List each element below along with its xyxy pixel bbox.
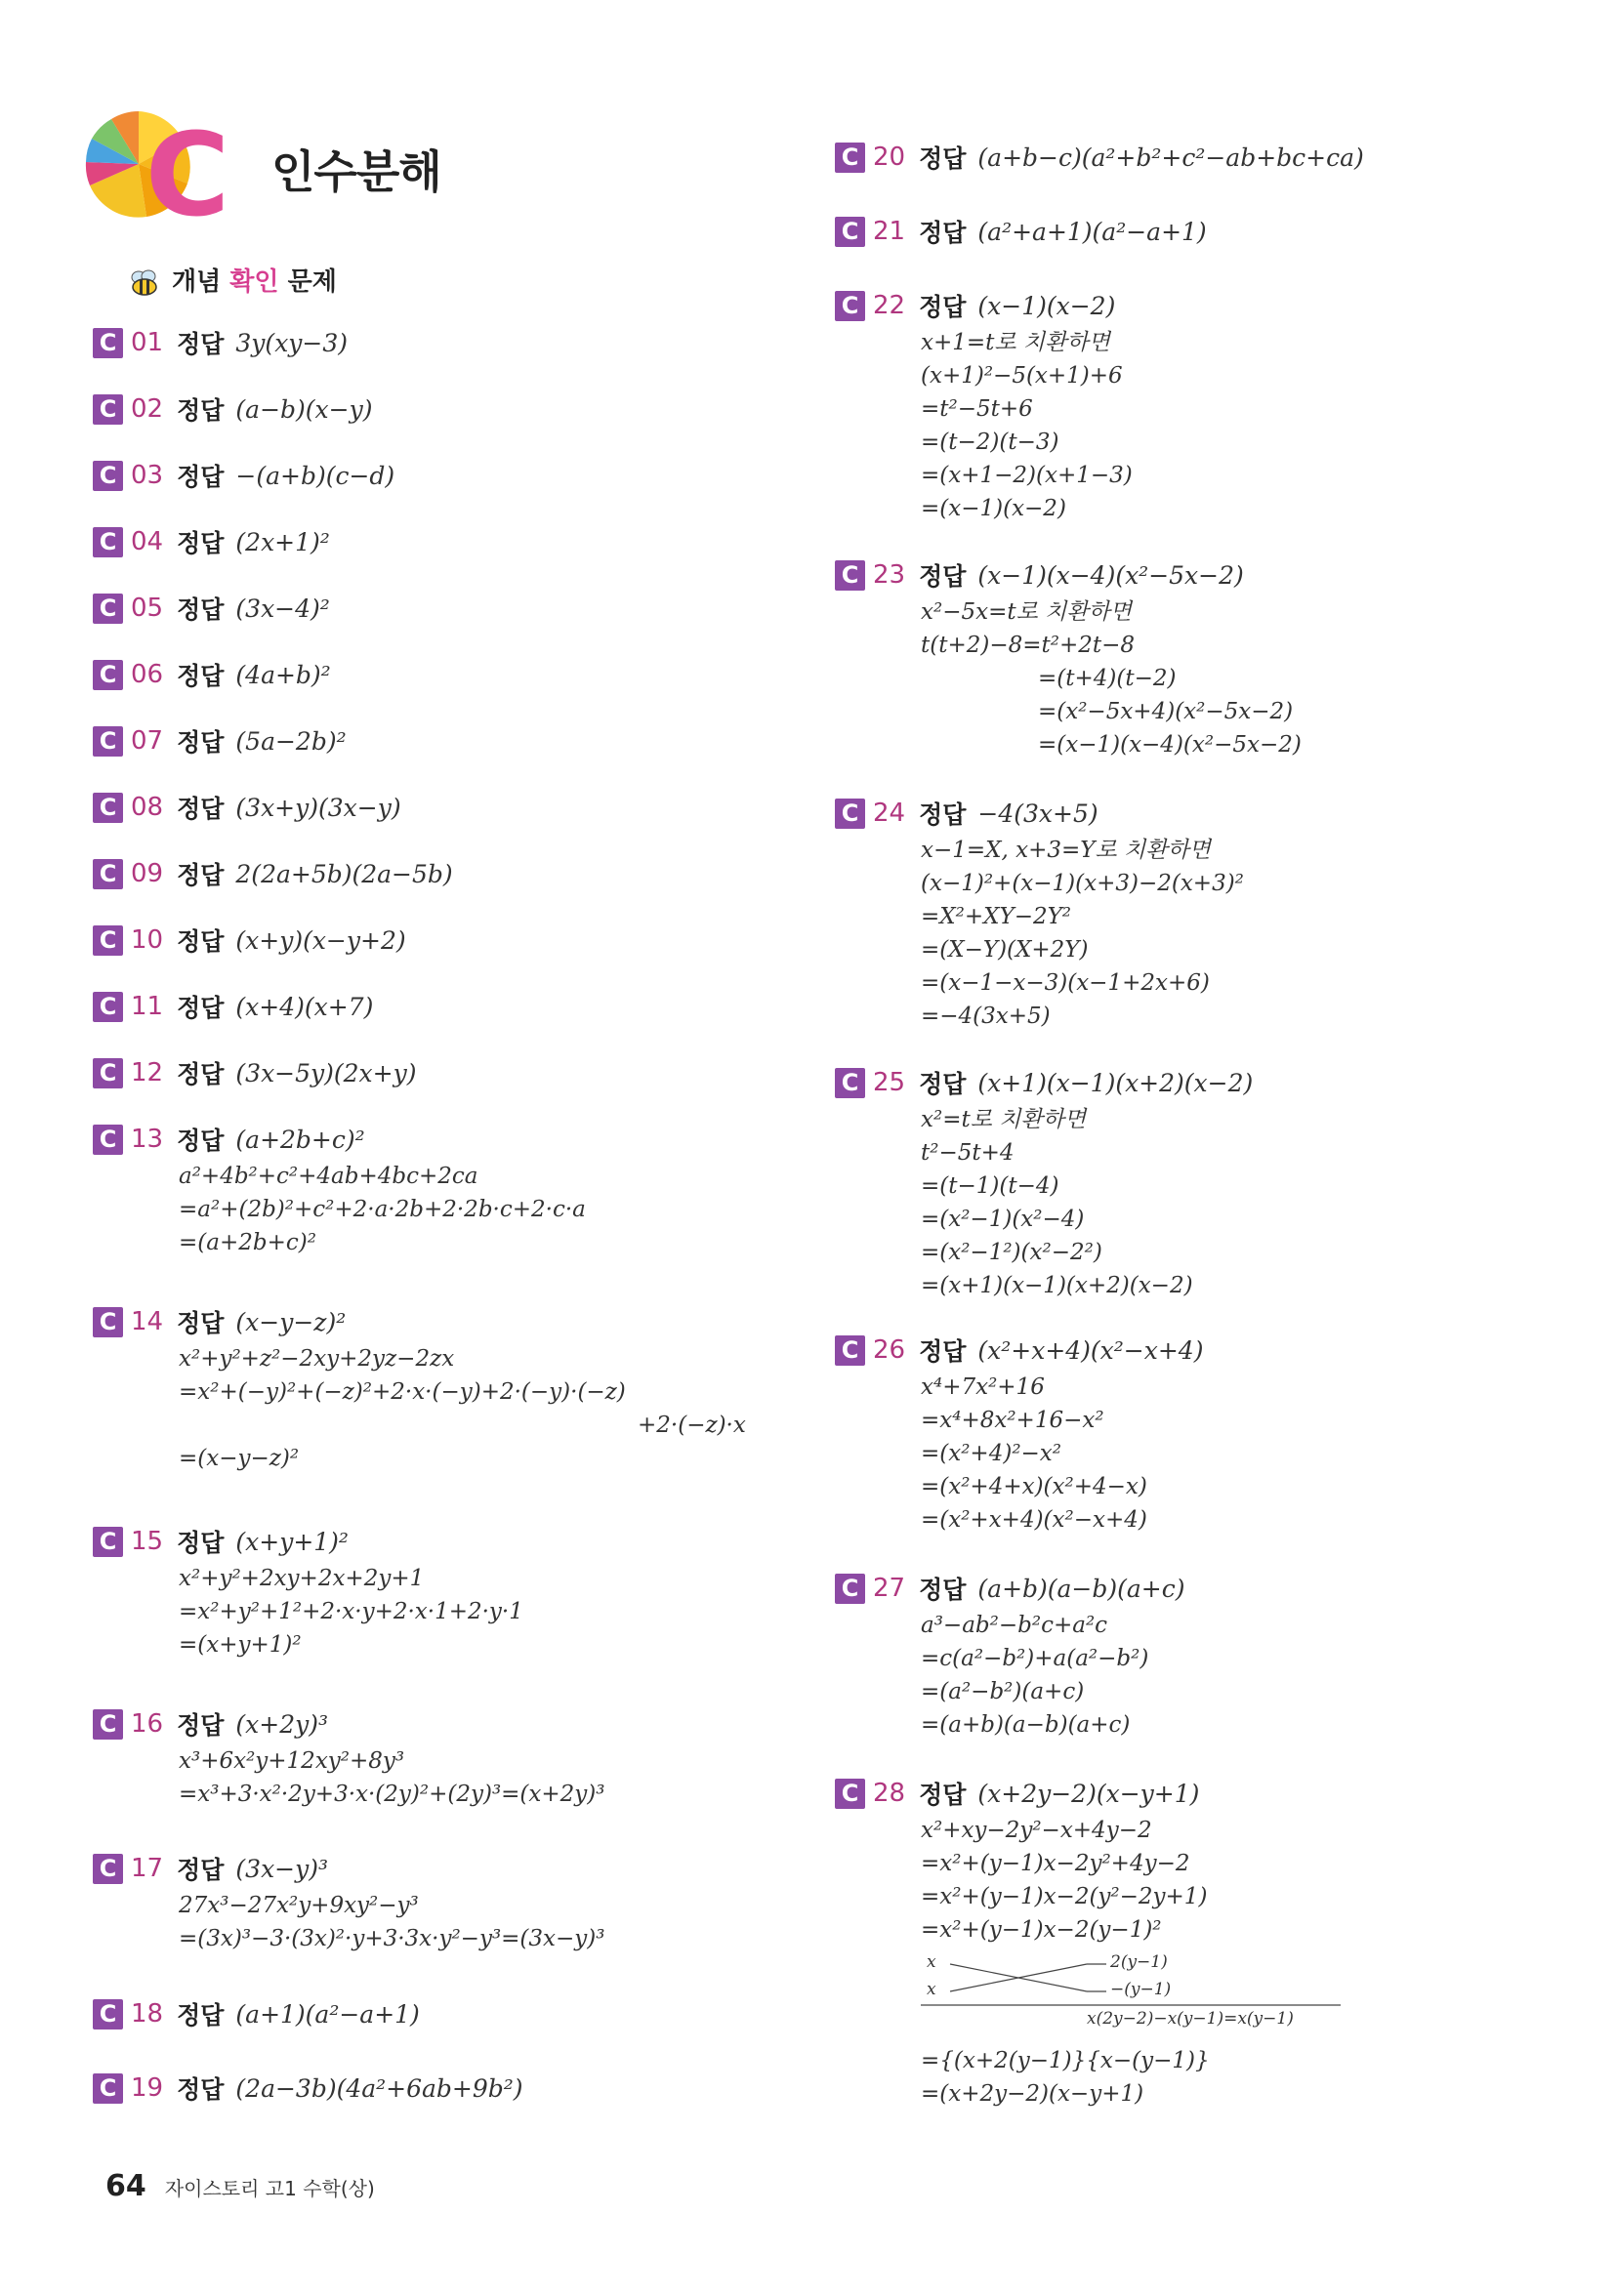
answer-text: (x−1)(x−4)(x²−5x−2) [977, 560, 1244, 590]
solution-line: =X²+XY−2Y² [921, 904, 1072, 929]
problem-badge: C [835, 1335, 865, 1366]
answer-item-07 [93, 720, 347, 761]
answer-item-09 [93, 853, 453, 894]
problem-number: 21 [873, 217, 906, 246]
answer-label: 정답 [919, 144, 967, 173]
solution-steps [835, 1609, 1185, 1742]
problem-badge: C [835, 1068, 865, 1098]
solution-line: t²−5t+4 [921, 1140, 1015, 1166]
answer-item-01 [93, 322, 348, 363]
answer-text: (a−b)(x−y) [235, 394, 373, 424]
problem-number: 14 [131, 1307, 164, 1336]
solution-line: =a²+(2b)²+c²+2·a·2b+2·2b·c+2·c·a [179, 1197, 586, 1222]
solution-line: 27x³−27x²y+9xy²−y³ [179, 1893, 419, 1918]
answer-label: 정답 [177, 861, 225, 889]
problem-number: 19 [131, 2073, 164, 2103]
problem-number: 13 [131, 1125, 164, 1154]
cross-right-bottom: −(y−1) [1110, 1980, 1172, 1999]
problem-badge: C [835, 1574, 865, 1604]
solution-steps [93, 1562, 523, 1661]
answer-label: 정답 [919, 219, 967, 247]
problem-number: 22 [873, 291, 906, 320]
solution-steps [93, 1889, 604, 1955]
answer-label: 정답 [177, 728, 225, 757]
answer-label: 정답 [177, 795, 225, 823]
problem-badge: C [93, 1527, 123, 1557]
answer-item-05 [93, 588, 330, 629]
problem-badge: C [93, 461, 123, 491]
solution-line: =c(a²−b²)+a(a²−b²) [921, 1646, 1149, 1671]
answer-text: 2(2a+5b)(2a−5b) [235, 859, 453, 888]
solution-steps [835, 1814, 1350, 2111]
problem-badge: C [93, 1307, 123, 1337]
section-text-highlight: 확인 [229, 267, 279, 297]
answer-label: 정답 [177, 396, 225, 425]
answer-label: 정답 [177, 2075, 225, 2104]
answer-label: 정답 [919, 800, 967, 829]
answer-label: 정답 [177, 662, 225, 690]
problem-badge: C [835, 143, 865, 173]
solution-line: =t²−5t+6 [921, 396, 1033, 422]
chapter-title: 인수분해 [271, 145, 441, 198]
problem-number: 28 [873, 1779, 906, 1808]
answer-item-10 [93, 920, 406, 961]
answer-text: (x+2y−2)(x−y+1) [977, 1779, 1200, 1808]
chapter-logo-icon [78, 105, 249, 223]
cross-left-top: x [927, 1952, 936, 1972]
section-text-post: 문제 [287, 267, 337, 297]
page-number: 64 [105, 2169, 146, 2203]
answer-item-26 [835, 1330, 1203, 1537]
answer-text: (3x−4)² [235, 594, 330, 623]
cross-sum: x(2y−2)−x(y−1)=x(y−1) [1087, 2009, 1294, 2029]
problem-number: 16 [131, 1709, 164, 1739]
answer-item-04 [93, 521, 330, 562]
problem-badge: C [93, 394, 123, 425]
solution-steps [93, 1342, 746, 1475]
solution-line: =(x²+4)²−x² [921, 1441, 1061, 1466]
problem-badge: C [835, 799, 865, 829]
solution-line: =(x²+4+x)(x²+4−x) [921, 1474, 1147, 1499]
solution-line: (x+1)²−5(x+1)+6 [921, 363, 1123, 389]
solution-line: a³−ab²−b²c+a²c [921, 1613, 1108, 1638]
answer-text: −4(3x+5) [977, 799, 1098, 828]
solution-line: =(a+2b+c)² [179, 1230, 316, 1255]
answer-label: 정답 [919, 293, 967, 321]
answer-label: 정답 [177, 1856, 225, 1884]
answer-item-08 [93, 787, 401, 828]
problem-badge: C [93, 1999, 123, 2030]
solution-steps [93, 1160, 586, 1259]
answer-text: (x+y+1)² [235, 1527, 349, 1556]
answer-label: 정답 [177, 330, 225, 358]
solution-line: x−1=X, x+3=Y로 치환하면 [921, 838, 1211, 863]
solution-line: =(x−1−x−3)(x−1+2x+6) [921, 970, 1210, 996]
problem-number: 07 [131, 726, 164, 756]
answer-item-11 [93, 986, 373, 1027]
problem-number: 05 [131, 594, 164, 623]
problem-badge: C [835, 560, 865, 591]
problem-number: 06 [131, 660, 164, 689]
answer-label: 정답 [177, 1127, 225, 1155]
solution-line: =(x−y−z)² [179, 1446, 300, 1471]
answer-text: (5a−2b)² [235, 726, 347, 756]
solution-line: =(x+1)(x−1)(x+2)(x−2) [921, 1273, 1193, 1298]
section-heading [127, 262, 337, 298]
answer-text: (x−1)(x−2) [977, 291, 1116, 320]
answer-text: (a+2b+c)² [235, 1125, 365, 1154]
solution-line: =(x²−5x+4)(x²−5x−2) [1038, 699, 1294, 724]
problem-number: 18 [131, 1999, 164, 2029]
problem-badge: C [93, 328, 123, 358]
solution-line: =(t+4)(t−2) [1038, 666, 1177, 691]
problem-badge: C [93, 527, 123, 557]
problem-badge: C [93, 793, 123, 823]
solution-line: =(a+b)(a−b)(a+c) [921, 1712, 1131, 1738]
answer-item-13 [93, 1119, 586, 1259]
problem-number: 01 [131, 328, 164, 357]
answer-text: −(a+b)(c−d) [235, 461, 395, 490]
solution-line: =(X−Y)(X+2Y) [921, 937, 1089, 963]
answer-text: (x+1)(x−1)(x+2)(x−2) [977, 1068, 1254, 1097]
problem-number: 25 [873, 1068, 906, 1097]
cross-right-top: 2(y−1) [1110, 1952, 1168, 1972]
solution-line: (x−1)²+(x−1)(x+3)−2(x+3)² [921, 871, 1244, 896]
solution-line: a²+4b²+c²+4ab+4bc+2ca [179, 1164, 478, 1189]
answer-label: 정답 [177, 1529, 225, 1557]
solution-line: =(a²−b²)(a+c) [921, 1679, 1085, 1704]
problem-badge: C [93, 1709, 123, 1740]
solution-line: =(x−1)(x−4)(x²−5x−2) [1038, 732, 1302, 758]
solution-steps [835, 595, 1302, 761]
answer-item-02 [93, 389, 372, 430]
problem-number: 09 [131, 859, 164, 888]
problem-number: 02 [131, 394, 164, 424]
solution-line: =x²+(y−1)x−2(y²−2y+1) [921, 1884, 1208, 1909]
problem-badge: C [93, 1058, 123, 1088]
solution-line: =(x−1)(x−2) [921, 496, 1066, 521]
problem-badge: C [93, 594, 123, 624]
solution-line: =(x+1−2)(x+1−3) [921, 463, 1133, 488]
answer-item-14 [93, 1301, 746, 1475]
page-footer [105, 2169, 375, 2203]
answer-item-16 [93, 1703, 604, 1811]
answer-item-22 [835, 285, 1133, 525]
answer-item-18 [93, 1993, 420, 2034]
problem-badge: C [93, 1854, 123, 1884]
bee-icon [127, 268, 162, 298]
answer-item-03 [93, 455, 394, 496]
solution-line: x²−5x=t로 치환하면 [921, 599, 1132, 625]
answer-label: 정답 [919, 1337, 967, 1366]
problem-badge: C [93, 992, 123, 1022]
solution-line: x⁴+7x²+16 [921, 1374, 1045, 1400]
solution-line: =(t−1)(t−4) [921, 1173, 1059, 1199]
answer-text: (a+b)(a−b)(a+c) [977, 1574, 1185, 1603]
problem-number: 27 [873, 1574, 906, 1603]
solution-steps [835, 834, 1244, 1033]
problem-number: 03 [131, 461, 164, 490]
problem-badge: C [93, 726, 123, 757]
solution-line: ={(x+2(y−1)}{x−(y−1)} [921, 2048, 1210, 2073]
answer-text: (2a−3b)(4a²+6ab+9b²) [235, 2073, 523, 2103]
problem-number: 12 [131, 1058, 164, 1087]
answer-item-17 [93, 1848, 604, 1955]
problem-badge: C [93, 859, 123, 889]
book-title: 자이스토리 고1 수학(상) [164, 2177, 375, 2200]
solution-steps [835, 1103, 1253, 1302]
answer-text: (a²+a+1)(a²−a+1) [977, 217, 1207, 246]
answer-label: 정답 [177, 1711, 225, 1740]
solution-line: x²=t로 치환하면 [921, 1107, 1087, 1132]
cross-multiplication-diagram [921, 1950, 1350, 2038]
answer-item-23 [835, 554, 1302, 761]
section-text-pre: 개념 [172, 267, 222, 297]
answer-text: (a+b−c)(a²+b²+c²−ab+bc+ca) [977, 143, 1364, 172]
answer-text: (x+y)(x−y+2) [235, 925, 406, 955]
problem-badge: C [93, 1125, 123, 1155]
problem-badge: C [835, 1779, 865, 1809]
answer-item-21 [835, 211, 1207, 252]
problem-number: 15 [131, 1527, 164, 1556]
answer-label: 정답 [919, 1070, 967, 1098]
solution-line: x³+6x²y+12xy²+8y³ [179, 1748, 405, 1774]
problem-number: 20 [873, 143, 906, 172]
solution-line: =x²+(y−1)x−2(y−1)² [921, 1917, 1162, 1943]
solution-steps [835, 1371, 1203, 1537]
solution-line: +2·(−z)·x [638, 1413, 746, 1438]
solution-line: =−4(3x+5) [921, 1004, 1051, 1029]
solution-line: x²+y²+z²−2xy+2yz−2zx [179, 1346, 455, 1372]
answer-text: (x²+x+4)(x²−x+4) [977, 1335, 1204, 1365]
answer-item-20 [835, 137, 1364, 178]
solution-line: t(t+2)−8=t²+2t−8 [921, 633, 1136, 658]
answer-text: (3x+y)(3x−y) [235, 793, 401, 822]
answer-label: 정답 [177, 463, 225, 491]
answer-item-12 [93, 1052, 416, 1093]
problem-badge: C [93, 660, 123, 690]
problem-number: 24 [873, 799, 906, 828]
problem-number: 04 [131, 527, 164, 556]
solution-line: x²+y²+2xy+2x+2y+1 [179, 1566, 425, 1591]
solution-line: =(x²−1)(x²−4) [921, 1207, 1085, 1232]
answer-item-25 [835, 1062, 1253, 1302]
solution-line: =(t−2)(t−3) [921, 430, 1059, 455]
chapter-letter: C [145, 107, 230, 223]
answer-item-19 [93, 2068, 523, 2109]
solution-line: =x²+(−y)²+(−z)²+2·x·(−y)+2·(−y)·(−z) [179, 1379, 626, 1405]
answer-item-28 [835, 1773, 1350, 2111]
problem-number: 08 [131, 793, 164, 822]
solution-line: =(x²−1²)(x²−2²) [921, 1240, 1102, 1265]
solution-line: x²+xy−2y²−x+4y−2 [921, 1818, 1152, 1843]
answer-item-24 [835, 793, 1244, 1033]
answer-label: 정답 [177, 1309, 225, 1337]
answer-label: 정답 [177, 927, 225, 956]
answer-text: (3x−y)³ [235, 1854, 329, 1883]
problem-badge: C [93, 2073, 123, 2104]
problem-badge: C [93, 925, 123, 956]
problem-badge: C [835, 217, 865, 247]
answer-label: 정답 [177, 994, 225, 1022]
answer-label: 정답 [177, 529, 225, 557]
solution-line: =x³+3·x²·2y+3·x·(2y)²+(2y)³=(x+2y)³ [179, 1782, 605, 1807]
solution-line: =x²+(y−1)x−2y²+4y−2 [921, 1851, 1190, 1876]
solution-steps [835, 326, 1133, 525]
answer-label: 정답 [919, 1781, 967, 1809]
answer-label: 정답 [919, 1576, 967, 1604]
solution-line: =x⁴+8x²+16−x² [921, 1408, 1104, 1433]
answer-label: 정답 [177, 2001, 225, 2030]
answer-text: (x−y−z)² [235, 1307, 347, 1336]
answer-text: 3y(xy−3) [235, 328, 349, 357]
answer-item-06 [93, 654, 331, 695]
answer-text: (x+2y)³ [235, 1709, 329, 1739]
problem-badge: C [835, 291, 865, 321]
problem-number: 17 [131, 1854, 164, 1883]
answer-label: 정답 [919, 562, 967, 591]
answer-text: (a+1)(a²−a+1) [235, 1999, 420, 2029]
solution-line: =(x+2y−2)(x−y+1) [921, 2081, 1144, 2107]
problem-number: 23 [873, 560, 906, 590]
solution-line [921, 326, 1133, 359]
solution-line: =(3x)³−3·(3x)²·y+3·3x·y²−y³=(3x−y)³ [179, 1926, 605, 1951]
solution-line: =(x+y+1)² [179, 1632, 302, 1658]
problem-number: 26 [873, 1335, 906, 1365]
solution-line-text: x+1=t로 치환하면 [921, 330, 1110, 355]
solution-line: =(x²+x+4)(x²−x+4) [921, 1507, 1147, 1533]
cross-left-bottom: x [927, 1980, 936, 1999]
solution-steps [93, 1744, 604, 1811]
answer-item-15 [93, 1521, 523, 1661]
answer-item-27 [835, 1568, 1185, 1742]
answer-text: (3x−5y)(2x+y) [235, 1058, 417, 1087]
answer-label: 정답 [177, 1060, 225, 1088]
answer-text: (2x+1)² [235, 527, 330, 556]
answer-text: (4a+b)² [235, 660, 331, 689]
problem-number: 11 [131, 992, 164, 1021]
answer-text: (x+4)(x+7) [235, 992, 374, 1021]
solution-line: =x²+y²+1²+2·x·y+2·x·1+2·y·1 [179, 1599, 523, 1624]
answer-label: 정답 [177, 595, 225, 624]
problem-number: 10 [131, 925, 164, 955]
